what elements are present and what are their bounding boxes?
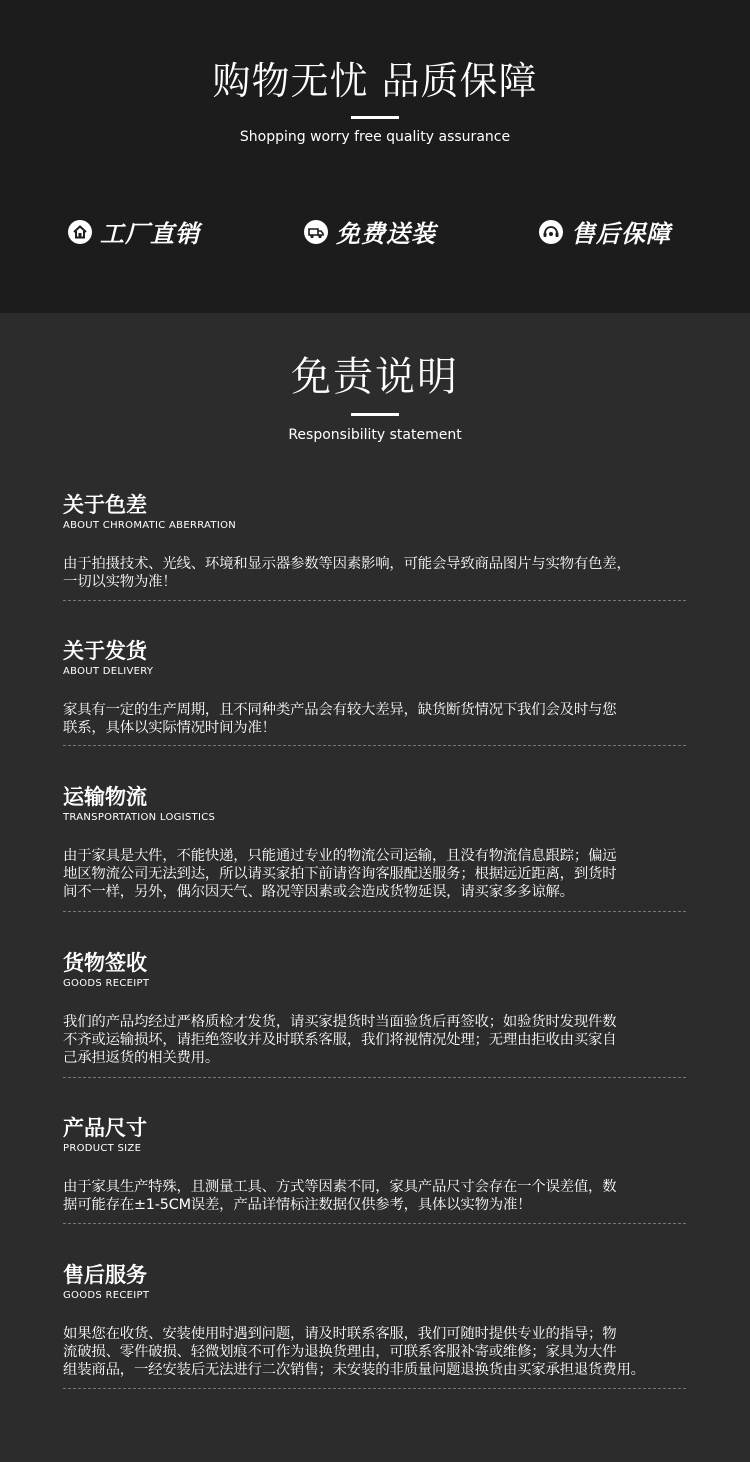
disclaimer-title-underline xyxy=(351,413,399,416)
service-icon xyxy=(539,220,563,244)
item-body: 如果您在收货、安装使用时遇到问题，请及时联系客服，我们可随时提供专业的指导；物 流破损、零件破损、轻微划痕不可作为退换货理由，可联系客服补寄或维修；家具为大件 组装商品，一经安装后无法进行二次销售；未安装的非质量问题退换货由买家承担退货费用。 xyxy=(63,1326,645,1378)
disclaimer-title: 免责说明 xyxy=(291,354,459,400)
feature-factory-direct xyxy=(68,214,200,249)
disclaimer-item-goods-receipt xyxy=(63,950,686,1067)
item-title: 运输物流 xyxy=(63,785,147,809)
banner-title: 购物无忧 品质保障 xyxy=(212,59,538,103)
disclaimer-subtitle: Responsibility statement xyxy=(288,427,462,443)
home-icon xyxy=(68,220,92,244)
item-title: 货物签收 xyxy=(63,951,147,975)
delivery-icon xyxy=(304,220,328,244)
divider xyxy=(63,1223,686,1224)
banner-subtitle: Shopping worry free quality assurance xyxy=(239,129,511,145)
item-title: 关于色差 xyxy=(63,493,147,517)
divider xyxy=(63,1388,686,1389)
item-subtitle: ABOUT DELIVERY xyxy=(63,666,154,677)
disclaimer-item-delivery xyxy=(63,638,686,737)
divider xyxy=(63,1077,686,1078)
item-subtitle: GOODS RECEIPT xyxy=(63,978,150,989)
item-subtitle: PRODUCT SIZE xyxy=(63,1143,142,1154)
quality-banner xyxy=(0,0,750,313)
item-body: 家具有一定的生产周期，且不同种类产品会有较大差异，缺货断货情况下我们会及时与您 联系，具体以实际情况时间为准！ xyxy=(63,702,617,736)
item-body: 由于拍摄技术、光线、环境和显示器参数等因素影响，可能会导致商品图片与实物有色差， 一切以实物为准！ xyxy=(63,556,631,590)
disclaimer-item-after-sales xyxy=(63,1262,713,1379)
feature-label: 免费送装 xyxy=(336,220,436,248)
divider xyxy=(63,911,686,912)
feature-after-sales xyxy=(539,214,671,249)
item-subtitle: ABOUT CHROMATIC ABERRATION xyxy=(63,520,237,531)
divider xyxy=(63,745,686,746)
feature-label: 售后保障 xyxy=(571,220,671,248)
item-subtitle: GOODS RECEIPT xyxy=(63,1290,150,1301)
disclaimer-item-product-size xyxy=(63,1115,686,1214)
item-body: 我们的产品均经过严格质检才发货，请买家提货时当面验货后再签收；如验货时发现件数 不齐或运输损坏，请拒绝签收并及时联系客服，我们将视情况处理；无理由拒收由买家自 己承担返货的相关费用。 xyxy=(63,1014,617,1066)
banner-title-underline xyxy=(351,116,399,119)
disclaimer-item-color-difference xyxy=(63,492,686,591)
divider xyxy=(63,600,686,601)
disclaimer-item-logistics xyxy=(63,784,686,901)
item-title: 售后服务 xyxy=(63,1263,147,1287)
item-title: 产品尺寸 xyxy=(63,1116,147,1140)
item-title: 关于发货 xyxy=(63,639,147,663)
feature-free-delivery xyxy=(304,214,436,249)
feature-label: 工厂直销 xyxy=(100,220,200,248)
item-subtitle: TRANSPORTATION LOGISTICS xyxy=(63,812,216,823)
item-body: 由于家具生产特殊，且测量工具、方式等因素不同，家具产品尺寸会存在一个误差值，数 据可能存在±1-5CM误差，产品详情标注数据仅供参考，具体以实物为准！ xyxy=(63,1179,617,1213)
item-body: 由于家具是大件，不能快递，只能通过专业的物流公司运输，且没有物流信息跟踪；偏远 地区物流公司无法到达，所以请买家拍下前请咨询客服配送服务；根据远近距离，到货时 间不一样，另外，偶尔因天气、路况等因素或会造成货物延误，请买家多多谅解。 xyxy=(63,848,617,900)
